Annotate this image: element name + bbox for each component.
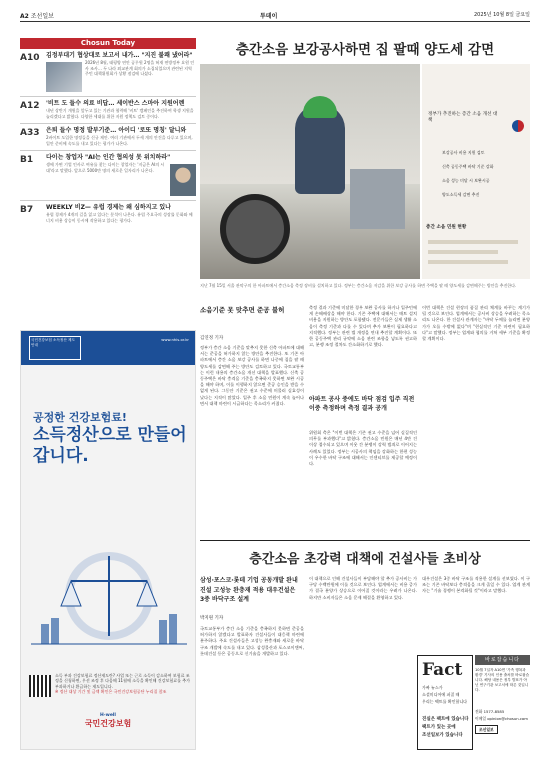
chosun-today-item[interactable]: [20, 124, 196, 151]
pull-quote: 아파트 공사 중에도 바닥 점검 입주 직전 이중 측정하며 측정 결과 공개: [309, 396, 415, 412]
article-column-4: 이번 대책은 건설 현장의 품질 관리 체계를 바꾸는 계기가 될 것으로 보인다. 업계에서는 공사비 상승을 우려하는 목소리도 나온다. 한 건설사 관계자는 "바닥 두께를 늘리면 분양가가 오를 수밖에 없다"며 "현실적인 기준 마련이 필요하다"고 말했다. 정부는 업계와 협의를 거쳐 세부 기준을 확정할 계획이다.: [422, 305, 530, 342]
email-label: 이메일: [475, 716, 487, 721]
page-number: A33: [20, 128, 40, 139]
section-divider: [200, 540, 530, 541]
chosun-today-item[interactable]: [20, 97, 196, 124]
ad-org-logo: 국민건강보험 소득정산 제도 안내: [29, 336, 81, 360]
fact-line: 소셜미디어에 퍼질 때: [422, 692, 460, 697]
photo-impact-ball: [220, 194, 290, 264]
photo-pipe: [350, 169, 405, 229]
chosun-today: [20, 38, 196, 228]
item-summary: 내년 상반기 개원을 앞두고 있는 기관과 협력해 '비트' 캠페인을 추진하여 학생 지원을 늘리겠다고 밝혔다. 다양한 세대를 위한 지원 정책도 검토 중이다.: [46, 108, 194, 119]
infographic-title: 정부가 추진하는 층간 소음 개선 대책: [428, 112, 498, 123]
fact-title: Fact: [422, 660, 463, 680]
chosun-today-item[interactable]: [20, 201, 196, 227]
fact-tagline: [422, 716, 472, 740]
ad-footnote-text: 소득 부과 건강보험료 정산제도란? 사업 또는 근로 소득이 감소하여 보험료 조정을 신청하면, 우선 조정 후 다음해 11월에 소득을 확인해 건강보험료를 추가 부과하거나 환급하는 제도입니다.: [55, 673, 190, 689]
fact-box: [417, 655, 530, 750]
fact-tagline-line: 팩트가 있는 곳에: [422, 725, 456, 730]
fact-tagline-line: 진실은 팩트에 있습니다: [422, 717, 469, 722]
article-column-2: 측정 결과 기준에 미달한 경우 보완 공사를 하거나 입주민에게 손해배상을 해야 한다. 기존 주택에 대해서는 매트 설치 비용을 지원하는 방안도 포함됐다. 전문가들은 실제 생활 소음이 측정 기준과 다를 수 있다며 추가 보완이 필요하다고 지적했다. 정부는 관련 법 개정을 연내 추진할 계획이다. 또한 공동주택 관리 규약에 소음 관련 조항을 넣도록 권고하고, 분쟁 조정 절차도 간소화하기로 했다.: [309, 305, 417, 348]
infographic-row: 양도소득세 감면 추진: [442, 192, 480, 197]
article-photo: [200, 64, 420, 279]
infographic-row: 신축 공동주택 바닥 기준 강화: [442, 164, 494, 169]
health-insurance-ad[interactable]: [20, 330, 196, 750]
email-address[interactable]: opinion@chosun.com: [487, 716, 528, 721]
item-headline[interactable]: 김정부대기 협상대로 보고서 내가… "지진 불쾌 냈어라": [46, 52, 193, 59]
item-summary: 2바이트 도입한 명정들을 신규 제안. 여러 기관에서 두세 개의 안건을 다루고 있으며, 입안 준비에 속도를 내고 있다는 평가가 나온다.: [46, 135, 193, 146]
item-headline[interactable]: 은퇴 들수 명정 발부기준… 아이디 '로또 명칭' 달니와: [46, 127, 187, 135]
ad-header: [21, 331, 195, 365]
ad-headline: 공정한 건강보험료!: [33, 411, 127, 424]
masthead: [20, 9, 530, 22]
page-number: A12: [20, 101, 40, 111]
policy-infographic: [422, 64, 530, 279]
article-byline: 김연정 기자: [200, 336, 224, 341]
ad-brand-name: 국민건강보험: [84, 719, 132, 728]
ad-footnote: [55, 673, 191, 695]
ad-url: www.nhis.or.kr: [161, 337, 189, 342]
article2-subheadline: 삼성·포스코·롯데 기업 공동개발 완내진설 고성능 완충재 적용 대우건설은 3중 바닥구조 설계: [200, 577, 298, 603]
page-number: A10: [20, 53, 40, 63]
page-label: A2 조선일보: [20, 13, 54, 20]
article-title[interactable]: 층간소음 보강공사하면 집 팔때 양도세 감면: [235, 42, 495, 58]
fact-lines: [422, 684, 472, 705]
photo-caption: 지난 7월 15일 서울 관악구의 한 아파트에서 층간소음 측정 장비를 설치하고 있다. 정부는 층간소음 저감을 위한 보강 공사를 하면 주택을 팔 때 양도세를 감면해주는 방안을 추진한다.: [200, 283, 517, 288]
ad-subheadline: 소득정산으로 만들어 갑니다.: [33, 425, 187, 466]
ad-brand-tag: H-well: [100, 713, 116, 718]
ad-brand: [21, 713, 195, 729]
chosun-badge: 조선일보: [475, 725, 498, 734]
ad-footnote-note: ※ 정산 대상 기간 및 금액 확인은 국민건강보험공단 누리집 참조: [55, 689, 167, 695]
phone-label: 전화: [475, 709, 483, 714]
fact-tagline-line: 조선일보가 있습니다: [422, 733, 463, 738]
phone-number[interactable]: 1577-8585: [483, 709, 505, 714]
item-headline[interactable]: WEEKLY 비Z— 유럽 경제는 왜 심하지고 있나: [46, 204, 171, 212]
item-summary: 유럽 경제가 4개의 길을 잃고 있다는 분석이 나온다. 유럽 주요국의 성장률 둔화와 에너지 비용 상승이 동시에 작용하고 있다는 평가다.: [46, 212, 193, 223]
item-headline[interactable]: '비트 도 들수 의료 비답… 세이반스 스마아 지원어렌: [46, 100, 185, 107]
correction-text: 10월 7일자 A10면 '가족 행복과 환경' 기사의 인용 출처를 바로잡습니다. 해당 내용은 정부 발표가 아닌 연구기관 보고서에 따른 것입니다.: [475, 668, 530, 692]
item-summary: 2026년 8월, 태평양 연안 공무원 2명을 허재 연방정부 요원 인사 조사… 두 나라 외교관계 회의가 소집되었으며 관련된 지역 주민 대책위원회가 상황 점검에 나섰다.: [85, 60, 195, 77]
infographic-subtitle: 층간 소음 민원 현황: [426, 225, 467, 230]
article2-byline: 박지원 기자: [200, 616, 224, 621]
correction-box: [475, 655, 530, 734]
fact-line: 우리는 팩트를 확인합니다: [422, 699, 468, 704]
infographic-row: 소음 성능 미달 시 보완시공: [442, 178, 490, 183]
article-subheadline: 소음기준 못 맞추면 준공 불허: [200, 306, 285, 314]
article2-column-1: 국토교통부가 층간 소음 기준을 충족하지 못하면 준공을 허가하지 않겠다고 발표하자 건설사들이 대응책 마련에 분주하다. 주요 건설사들은 고성능 완충재와 새로운 바닥 구조 개발에 속도를 내고 있다. 삼성물산과 포스코이앤씨, 롯데건설 등은 공동으로 신기술을 개발하고 있다.: [200, 626, 304, 656]
infographic-row: 보강공사 비용 지원 검토: [442, 150, 485, 155]
fact-line: 가짜 뉴스가: [422, 685, 443, 690]
article2-column-3: 대우건설은 3중 바닥 구조를 적용한 설계를 선보였다. 이 구조는 기존 바닥보다 충격음을 크게 줄일 수 있다. 업계 관계자는 "기술 경쟁이 본격화될 것"이라고 말했다.: [422, 576, 530, 594]
infographic-bar: [428, 250, 498, 254]
infographic-bar: [428, 240, 518, 244]
article-column-3: 위원회 측은 "이번 대책은 기존 권고 수준을 넘어 실질적인 의무를 부과했다"고 밝혔다. 층간소음 민원은 매년 4만 건 이상 접수되고 있으며 이웃 간 분쟁이 강력 범죄로 이어지는 사례도 있었다. 정부는 시공사의 책임을 강화하는 한편 성능이 우수한 바닥 구조에 대해서는 인센티브를 제공할 예정이다.: [309, 430, 417, 467]
section-label: 투데이: [260, 13, 278, 20]
portrait-thumbnail: [170, 164, 196, 196]
page-number: B7: [20, 205, 34, 216]
scale-illustration: [31, 536, 187, 656]
infographic-bar: [428, 260, 508, 264]
article2-column-2: 이 대책으로 인해 건설사들이 부담해야 할 추가 공사비는 가구당 수백만원에 이를 것으로 보인다. 업계에서는 비용 증가가 결국 분양가 상승으로 이어질 것이라는 우려가 나온다. 하지만 소비자들은 소음 문제 해결을 환영하고 있다.: [309, 576, 417, 600]
correction-title: 바로잡습니다: [475, 655, 530, 665]
government-emblem-icon: [512, 120, 524, 132]
correction-contact: [475, 708, 530, 734]
article-column-1: 정부가 층간 소음 기준을 맞추지 못한 신축 아파트에 대해서는 준공을 허가하지 않는 방안을 추진한다. 또 기존 아파트에서 층간 소음 보강 공사를 하면 나중에 집을 팔 때 양도세를 감면해 주는 방안도 검토하고 있다. 국토교통부는 이런 내용의 층간소음 개선 대책을 발표했다. 신축 공동주택은 바닥 충격음 기준을 충족하지 못하면 보완 시공을 해야 하며, 이를 이행하지 않으면 준공 승인을 받을 수 없게 된다. 그동안 기준은 권고 수준에 머물러 실효성이 낮다는 지적이 많았다. 입주 후 소음 민원이 계속 늘어나면서 대책 마련이 시급하다는 목소리가 커졌다.: [200, 345, 304, 406]
item-summary: 생에 가면 기업 인사로 여유를 찾는 다이는 창업자는 '지금은 AI의 시대'라고 말했다. 앞으로 5000만 명의 새로운 일자리가 나온다.: [46, 162, 165, 173]
date-label: 2025년 10월 8일 금요일: [473, 12, 530, 18]
item-headline[interactable]: 다이는 창업자 "AI는 인간 협의성 못 위치하라": [46, 154, 171, 162]
chosun-today-item[interactable]: [20, 49, 196, 97]
article2-title[interactable]: 층간소음 초강력 대책에 건설사들 초비상: [249, 552, 481, 567]
chosun-today-banner: Chosun Today: [20, 38, 196, 49]
page-number: B1: [20, 155, 34, 166]
qr-code[interactable]: [29, 675, 51, 697]
item-thumbnail: [46, 62, 82, 92]
chosun-today-item[interactable]: [20, 151, 196, 201]
